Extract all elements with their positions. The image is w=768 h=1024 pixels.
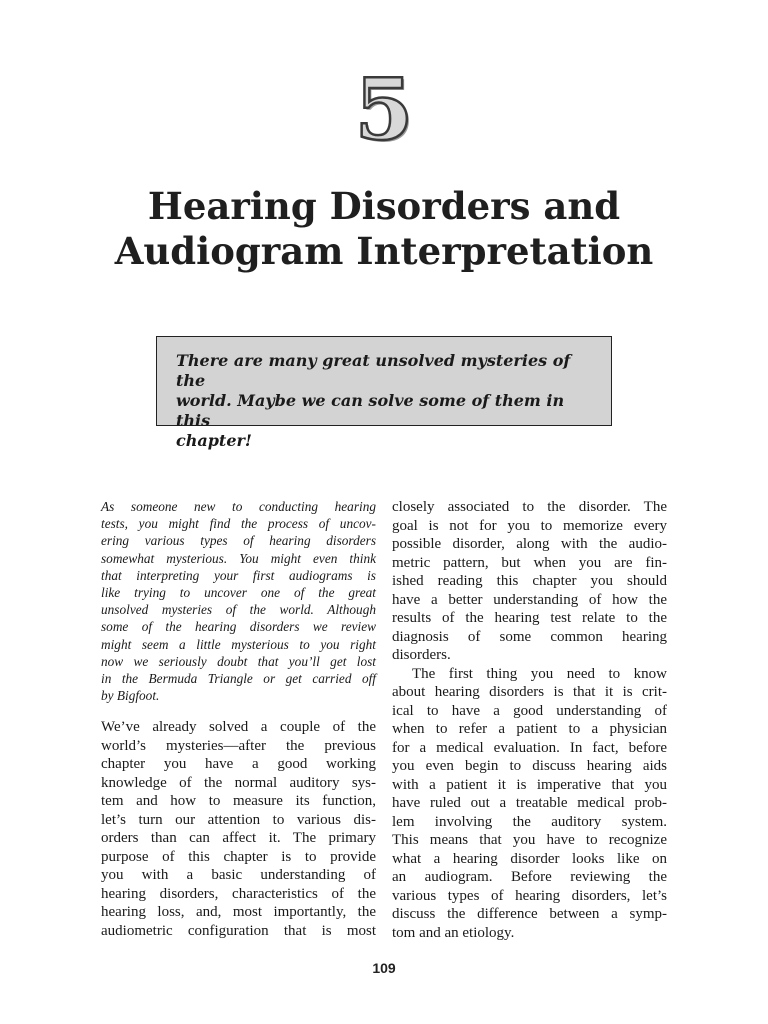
body-line: an audiogram. Before reviewing the [392, 869, 667, 885]
intro-line: As someone new to conducting hearing [101, 499, 376, 514]
body-line: world’s mysteries—after the previous [101, 737, 376, 754]
intro-line: somewhat mysterious. You might even think [101, 550, 376, 566]
body-line: possible disorder, along with the audio- [392, 536, 667, 552]
epigraph-box [156, 336, 612, 450]
body-line: tem and how to measure its function, [101, 793, 376, 810]
body-line: We’ve already solved a couple of the [101, 719, 376, 736]
chapter-title [0, 184, 768, 274]
intro-line: unsolved mysteries of the world. Although [101, 602, 376, 618]
body-line: orders than can affect it. The primary [101, 830, 376, 847]
left-column [101, 498, 376, 940]
body-line: closely associated to the disorder. The [392, 499, 667, 515]
body-line: The first thing you need to know [412, 665, 667, 682]
intro-line: might seem a little mysterious to you right [101, 636, 376, 652]
body-paragraph [392, 498, 667, 665]
body-line: let’s turn our attention to various dis- [101, 811, 376, 828]
body-line: ical to have a good understanding of [392, 702, 667, 719]
epigraph-line: chapter! [176, 431, 252, 450]
chapter-number: 5 [354, 60, 414, 159]
intro-line: that interpreting your first audiograms is [101, 567, 376, 583]
intro-line: by Bigfoot. [101, 688, 160, 704]
body-line: lem involving the auditory system. [392, 813, 667, 830]
body-line: you even begin to discuss hearing aids [392, 758, 667, 774]
body-line: have ruled out a treatable medical prob- [392, 795, 667, 811]
intro-line: like trying to uncover one of the great [101, 584, 376, 600]
chapter-title-line: Audiogram Interpretation [114, 229, 654, 273]
intro-paragraph [101, 498, 376, 704]
body-line: metric pattern, but when you are fin- [392, 554, 667, 571]
body-line: purpose of this chapter is to provide [101, 848, 376, 865]
body-line: for a medical evaluation. In fact, before [392, 739, 667, 756]
epigraph-text [176, 351, 593, 451]
body-line: results of the hearing test relate to the [392, 610, 667, 626]
epigraph-line: There are many great unsolved mysteries of the [176, 351, 571, 390]
body-line: ished reading this chapter you should [392, 573, 667, 589]
body-line: goal is not for you to memorize every [392, 517, 667, 534]
body-line: about hearing disorders is that it is crit- [392, 684, 667, 700]
body-line: chapter you have a good working [101, 756, 376, 773]
body-line: when to refer a patient to a physician [392, 721, 667, 737]
body-paragraph [101, 718, 376, 940]
body-line: hearing loss, and, most importantly, the [101, 904, 376, 921]
body-line: various types of hearing disorders, let’s [392, 887, 667, 904]
body-line: you with a basic understanding of [101, 867, 376, 884]
body-line: with a patient it is imperative that you [392, 776, 667, 793]
body-line: audiometric configuration that is most [101, 922, 376, 939]
body-line: discuss the difference between a symp- [392, 906, 667, 922]
intro-line: in the Bermuda Triangle or get carried off [101, 670, 376, 686]
body-line: what a hearing disorder looks like on [392, 850, 667, 867]
body-line: knowledge of the normal auditory sys- [101, 774, 376, 791]
intro-line: some of the hearing disorders we review [101, 619, 376, 635]
intro-line: tests, you might find the process of uncov- [101, 516, 376, 532]
body-line: disorders. [392, 647, 451, 663]
intro-line: ering various types of hearing disorders [101, 533, 376, 549]
epigraph-line: world. Maybe we can solve some of them in this [176, 391, 565, 430]
body-line: tom and an etiology. [392, 924, 515, 941]
body-paragraph [392, 665, 667, 943]
body-line: hearing disorders, characteristics of the [101, 885, 376, 902]
page-number: 109 [372, 960, 396, 976]
right-column [392, 498, 667, 942]
intro-line: now we seriously doubt that you’ll get lost [101, 653, 376, 669]
body-line: have a better understanding of how the [392, 591, 667, 608]
chapter-title-line: Hearing Disorders and [147, 184, 621, 228]
body-line: This means that you have to recognize [392, 832, 667, 848]
paragraph-gap [101, 704, 376, 718]
body-line: diagnosis of some common hearing [392, 628, 667, 645]
